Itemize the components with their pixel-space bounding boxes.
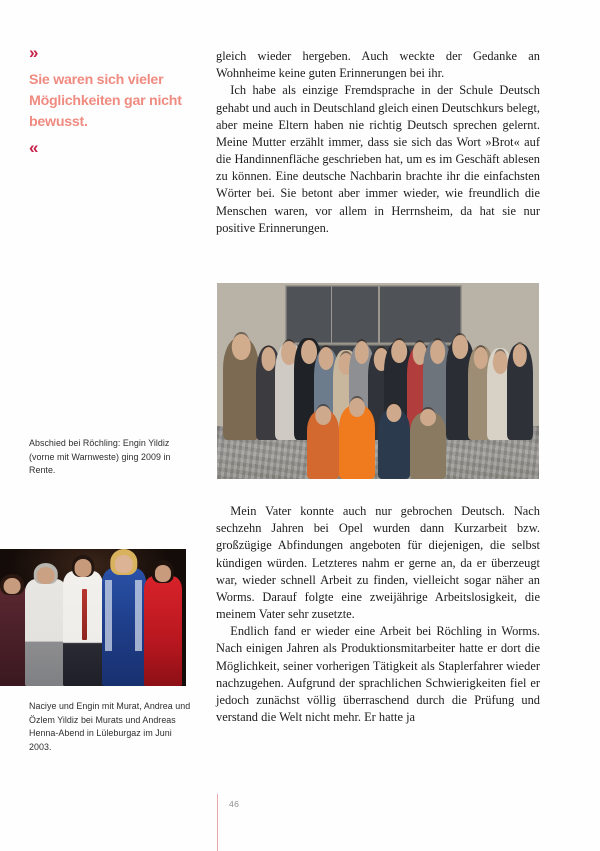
body-text-top — [216, 48, 540, 237]
footer-vertical-rule — [217, 794, 218, 851]
group-photo — [217, 283, 539, 479]
henna-family-photo — [0, 549, 186, 686]
paragraph: Ich habe als einzige Fremdsprache in der Schule Deutsch gehabt und auch in Deutschland gleich einen Deutschkurs belegt, aber meine Eltern haben nie richtig Deutsch sprechen gelernt. Meine Mutter erzählt immer, dass sie sich das Wort »Brot« auf die Handinnenfläche geschrieben hat, um es im Geschäft ablesen zu können. Eine deutsche Nachbarin brachte ihr die einfachsten Wörter bei. Sie betont aber immer wieder, wie freundlich die Menschen waren, vor allem in Herrnsheim, da hat sie nur positive Erinnerungen. — [216, 83, 540, 235]
photo-window-upper — [285, 285, 462, 344]
paragraph: gleich wieder hergeben. Auch weckte der Gedanke an Wohnheime keine guten Erinnerungen bei ihr. — [216, 49, 540, 81]
caption-group-photo: Abschied bei Röchling: Engin Yildiz (vorne mit Warnweste) ging 2009 in Rente. — [29, 438, 171, 476]
quote-close-icon: « — [29, 137, 38, 157]
body-text-bottom — [216, 503, 540, 726]
page-number: 46 — [229, 799, 240, 809]
quote-open-icon: » — [29, 43, 38, 62]
photo-people-front-row — [217, 405, 539, 479]
pullquote-block — [29, 44, 191, 156]
caption-henna-photo: Naciye und Engin mit Murat, Andrea und Özlem Yildiz bei Murats und Andreas Henna-Abend in Lüleburgaz im Juni 2003. — [29, 701, 191, 752]
paragraph: Endlich fand er wieder eine Arbeit bei Röchling in Worms. Nach einigen Jahren als Produktionsmitarbeiter hatte er dort die Möglichkeit, seiner vorherigen Tätigkeit als Staplerfahrer wieder nachzugehen. Aufgrund der sprachlichen Schwierigkeiten fiel er jedoch zunächst völlig überraschend durch die Prüfung und verstand die Welt nicht mehr. Er hatte ja — [216, 624, 540, 725]
paragraph: Mein Vater konnte auch nur gebrochen Deutsch. Nach sechzehn Jahren bei Opel wurden dann Kurzarbeit bzw. großzügige Abfindungen angeboten für diejenigen, die selbst kündigen würden. Letzteres nahm er gerne an, da er überzeugt war, wieder schnell Arbeit zu finden, vielleicht sogar näher an Worms. Darauf folgte eine zweijährige Arbeitslosigkeit, die meinem Vater sehr zusetzte. — [216, 504, 540, 622]
pullquote-text: Sie waren sich vieler Möglichkeiten gar nicht bewusst. — [29, 72, 182, 130]
